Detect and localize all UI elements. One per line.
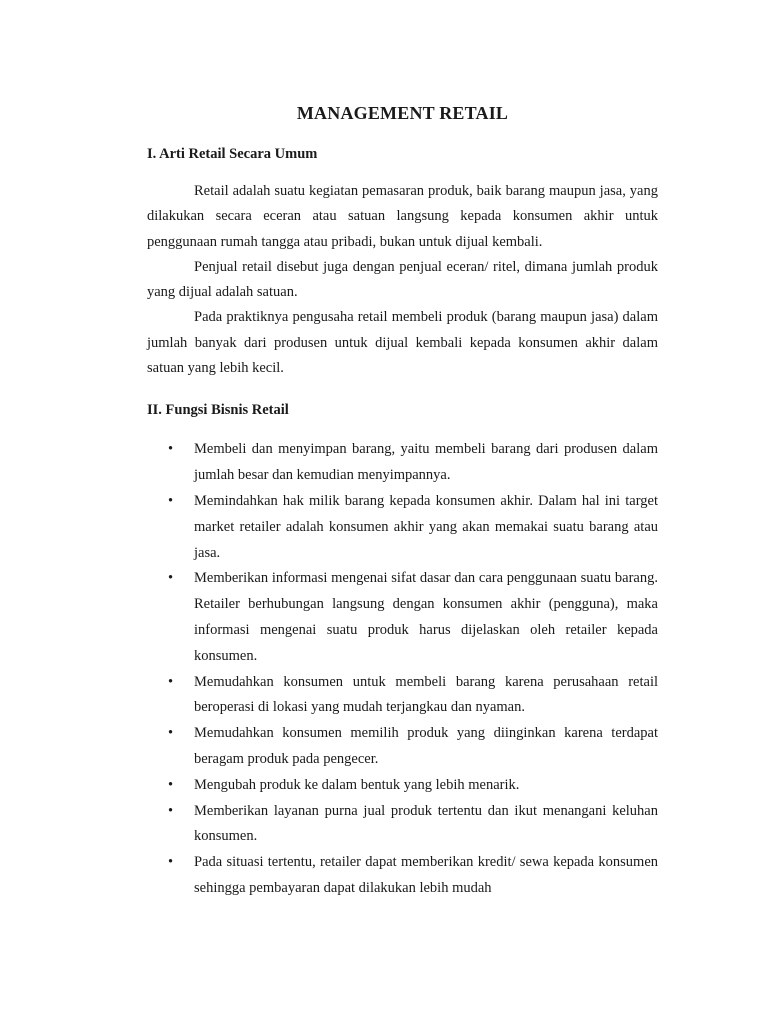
list-item-text: Memindahkan hak milik barang kepada konsumen akhir. Dalam hal ini target market retailer adalah konsumen akhir yang akan memakai suatu barang atau jasa. (194, 492, 658, 561)
list-item (147, 489, 658, 566)
section-body-arti-retail (147, 179, 658, 381)
document-title: MANAGEMENT RETAIL (296, 103, 509, 123)
list-item (147, 773, 658, 799)
list-item (147, 670, 658, 722)
bullet-list-fungsi-bisnis (147, 437, 658, 901)
list-item (147, 799, 658, 851)
list-item-text: Pada situasi tertentu, retailer dapat memberikan kredit/ sewa kepada konsumen sehingga pembayaran dapat dilakukan lebih mudah (194, 854, 658, 896)
bullet-icon: • (168, 492, 174, 509)
list-item (147, 850, 658, 902)
list-item-text: Memberikan informasi mengenai sifat dasar dan cara penggunaan suatu barang. Retailer berhubungan langsung dengan konsumen akhir (pengguna), maka informasi mengenai suatu produk harus dijelaskan oleh retailer kepada konsumen. (194, 570, 658, 664)
paragraph: Pada praktiknya pengusaha retail membeli produk (barang maupun jasa) dalam jumlah banyak dari produsen untuk dijual kembali kepada konsumen akhir dalam satuan yang lebih kecil. (147, 309, 658, 377)
bullet-icon: • (168, 725, 174, 742)
list-item-text: Memudahkan konsumen memilih produk yang diinginkan karena terdapat beragam produk pada pengecer. (194, 725, 658, 767)
bullet-icon: • (168, 776, 174, 793)
list-item (147, 721, 658, 773)
section-heading-arti-retail: I. Arti Retail Secara Umum (147, 146, 318, 162)
bullet-icon: • (168, 673, 174, 690)
paragraph: Penjual retail disebut juga dengan penjual eceran/ ritel, dimana jumlah produk yang dijual adalah satuan. (147, 258, 658, 301)
list-item-text: Memberikan layanan purna jual produk tertentu dan ikut menangani keluhan konsumen. (194, 802, 658, 845)
bullet-icon: • (168, 854, 174, 871)
paragraph: Retail adalah suatu kegiatan pemasaran produk, baik barang maupun jasa, yang dilakukan secara eceran atau satuan langsung kepada konsumen akhir untuk penggunaan rumah tangga atau pribadi, bukan untuk dijual kembali. (147, 183, 658, 250)
list-item-text: Membeli dan menyimpan barang, yaitu membeli barang dari produsen dalam jumlah besar dan kemudian menyimpannya. (194, 441, 658, 484)
bullet-icon: • (168, 802, 174, 819)
bullet-icon: • (168, 441, 174, 458)
section-heading-fungsi-bisnis: II. Fungsi Bisnis Retail (147, 402, 289, 419)
list-item (147, 437, 658, 489)
document-page (147, 100, 658, 902)
list-item-text: Memudahkan konsumen untuk membeli barang karena perusahaan retail beroperasi di lokasi yang mudah terjangkau dan nyaman. (194, 673, 658, 716)
list-item (147, 566, 658, 669)
list-item-text: Mengubah produk ke dalam bentuk yang lebih menarik. (194, 776, 520, 793)
bullet-icon: • (168, 570, 174, 587)
